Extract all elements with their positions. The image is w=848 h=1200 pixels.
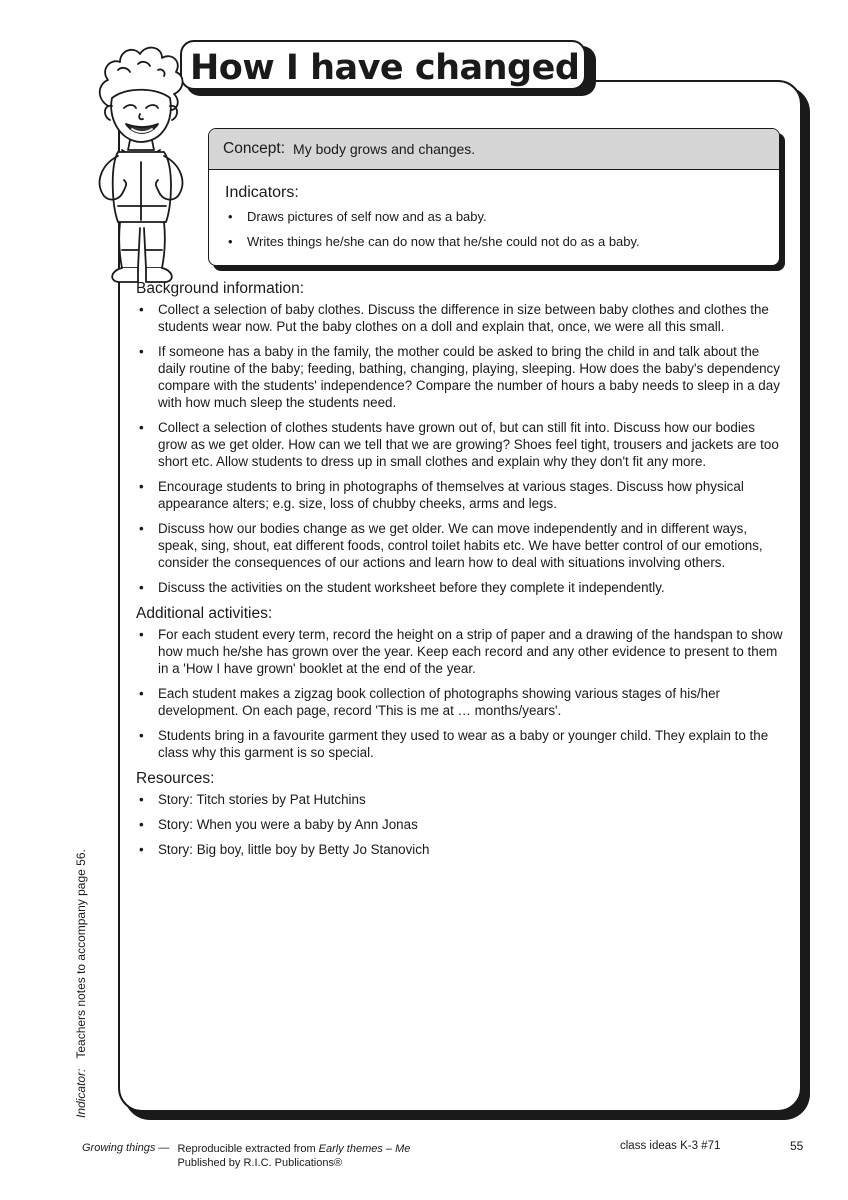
indicators-list — [225, 208, 779, 250]
background-section — [136, 279, 786, 596]
list-item: • Collect a selection of clothes students have grown out of, but can still fit into. Discuss how our bodies grow as we get older. How can we tell that we are growing? Shoes feel tight, trousers and jackets are too short etc. Allow students to dress up in small clothes and explain why they don't fit any more. — [136, 419, 786, 470]
footer-credits — [82, 1142, 410, 1170]
side-note — [74, 849, 88, 1118]
indicators-section — [209, 170, 779, 250]
footer-code: class ideas K-3 #71 — [620, 1140, 721, 1152]
page-title: How I have changed — [190, 48, 580, 88]
concept-box — [208, 128, 780, 266]
indicator-item: • Writes things he/she can do now that he/she could not do as a baby. — [225, 233, 779, 250]
list-item: • For each student every term, record the height on a strip of paper and a drawing of the handspan to show how much he/she has grown over the year. Keep each record and any other evidence to present to them in a 'How I have grown' booklet at the end of the year. — [136, 626, 786, 677]
additional-section — [136, 604, 786, 761]
side-note-text: Teachers notes to accompany page 56. — [74, 849, 88, 1059]
footer-line-1 — [177, 1142, 410, 1156]
cartoon-child-icon — [78, 36, 208, 286]
concept-text: My body grows and changes. — [293, 141, 476, 157]
list-item: • Each student makes a zigzag book collection of photographs showing various stages of his/her development. On each page, record 'This is me at … months/years'. — [136, 685, 786, 719]
footer-brand: Growing things — — [82, 1142, 170, 1154]
list-item: • Collect a selection of baby clothes. Discuss the difference in size between baby clothes and clothes the students wear now. Put the baby clothes on a doll and explain that, once, we were all this small. — [136, 301, 786, 335]
list-item: • Story: Titch stories by Pat Hutchins — [136, 791, 786, 808]
footer-line-2: Published by R.I.C. Publications® — [177, 1157, 343, 1169]
background-list — [136, 301, 786, 596]
resources-list — [136, 791, 786, 858]
additional-list — [136, 626, 786, 761]
concept-row — [209, 129, 779, 170]
footer-line-1-prefix: Reproducible extracted from — [177, 1143, 319, 1155]
resources-heading: Resources: — [136, 770, 215, 787]
additional-heading: Additional activities: — [136, 605, 273, 622]
list-item: • Discuss how our bodies change as we get older. We can move independently and in different ways, speak, sing, shout, eat different foods, control toilet habits etc. We have better control of our emotions, consider the consequences of our actions and learn how to deal with situations involving others. — [136, 520, 786, 571]
indicators-heading: Indicators: — [225, 184, 299, 201]
side-note-label: Indicator: — [74, 1068, 88, 1118]
main-content — [136, 279, 786, 866]
list-item: • If someone has a baby in the family, the mother could be asked to bring the child in and talk about the daily routine of the baby; feeding, bathing, changing, playing, sleeping. How does the baby's dependency compare with the students' independence? Compare the number of hours a baby needs to sleep in a day with how much sleep the students need. — [136, 343, 786, 411]
list-item: • Students bring in a favourite garment they used to wear as a baby or younger child. They explain to the class why this garment is so special. — [136, 727, 786, 761]
concept-label: Concept: — [223, 140, 286, 157]
list-item: • Story: When you were a baby by Ann Jonas — [136, 816, 786, 833]
page-number: 55 — [790, 1139, 804, 1153]
resources-section — [136, 769, 786, 858]
list-item: • Encourage students to bring in photographs of themselves at various stages. Discuss how physical appearance alters; e.g. size, loss of chubby cheeks, arms and legs. — [136, 478, 786, 512]
list-item: • Story: Big boy, little boy by Betty Jo Stanovich — [136, 841, 786, 858]
background-heading: Background information: — [136, 280, 305, 297]
indicator-item: • Draws pictures of self now and as a baby. — [225, 208, 779, 225]
footer-book-title: Early themes – Me — [318, 1143, 411, 1155]
list-item: • Discuss the activities on the student worksheet before they complete it independently. — [136, 579, 786, 596]
